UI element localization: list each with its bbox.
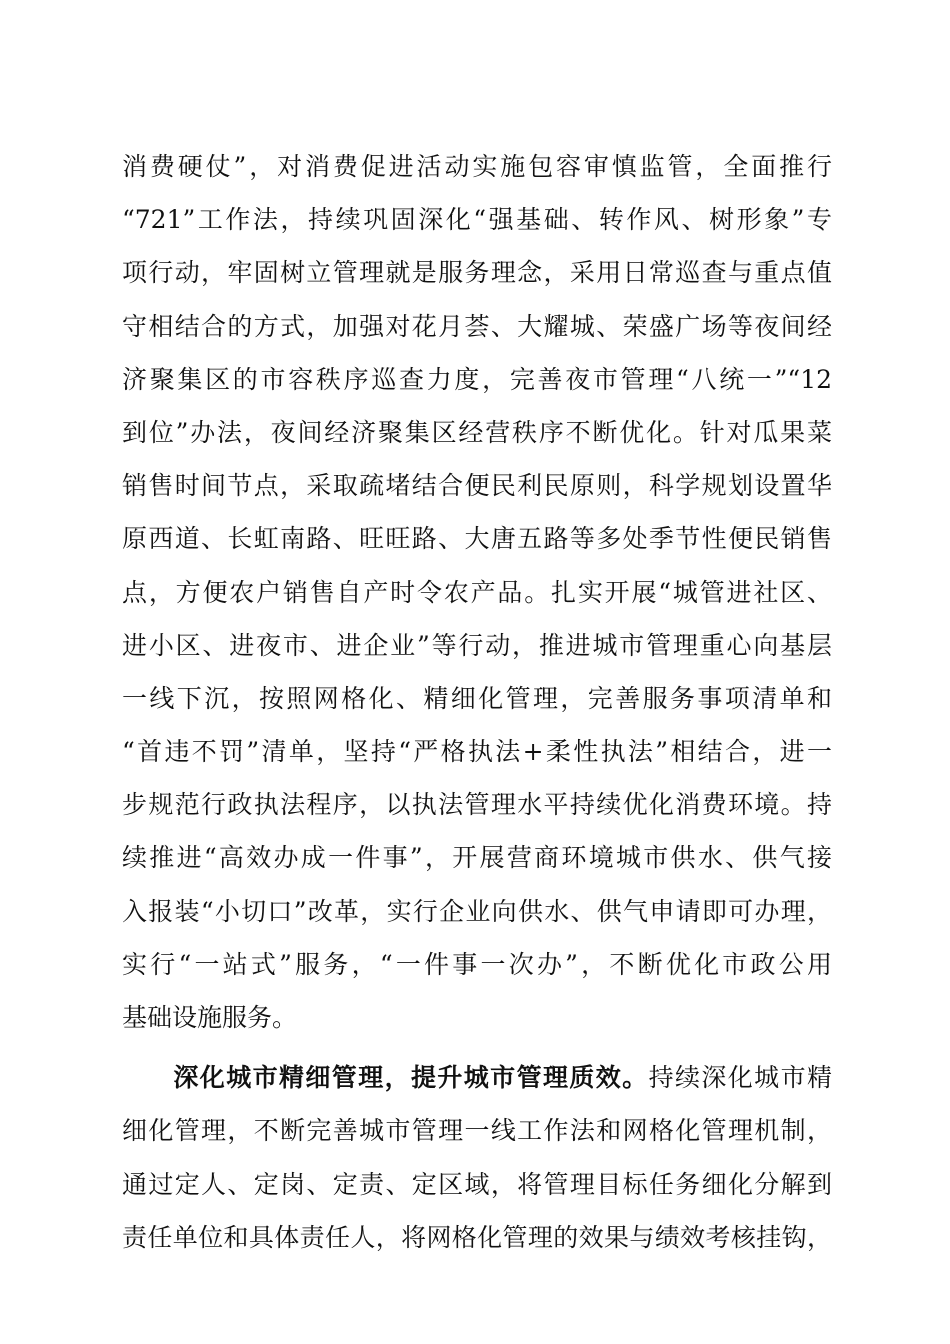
- paragraph-line: 步规范行政执法程序，以执法管理水平持续优化消费环境。持: [122, 790, 832, 820]
- paragraph-line: 责任单位和具体责任人，将网格化管理的效果与绩效考核挂钩，: [122, 1222, 832, 1252]
- paragraph-line: 基础设施服务。: [122, 1003, 298, 1032]
- paragraph-line: 原西道、长虹南路、旺旺路、大唐五路等多处季节性便民销售: [122, 524, 832, 554]
- paragraph-line: 守相结合的方式，加强对花月荟、大耀城、荣盛广场等夜间经: [122, 311, 832, 341]
- paragraph-line: 实行“一站式”服务，“一件事一次办”，不断优化市政公用: [122, 949, 832, 979]
- paragraph-line: 济聚集区的市容秩序巡查力度，完善夜市管理“八统一”“12: [122, 364, 832, 394]
- paragraph-line: 入报装“小切口”改革，实行企业向供水、供气申请即可办理，: [122, 896, 832, 926]
- paragraph-heading-line: [122, 1051, 832, 1104]
- paragraph-line: 销售时间节点，采取疏堵结合便民利民原则，科学规划设置华: [122, 471, 832, 501]
- paragraph-line: 项行动，牢固树立管理就是服务理念，采用日常巡查与重点值: [122, 258, 832, 288]
- paragraph-line: 一线下沉，按照网格化、精细化管理，完善服务事项清单和: [122, 683, 832, 713]
- paragraph-line: 细化管理，不断完善城市管理一线工作法和网格化管理机制，: [122, 1116, 832, 1146]
- paragraph-line: “首违不罚”清单，坚持“严格执法+柔性执法”相结合，进一: [122, 737, 832, 767]
- paragraph-line: 进小区、进夜市、进企业”等行动，推进城市管理重心向基层: [122, 630, 832, 660]
- paragraph-line: 消费硬仗”，对消费促进活动实施包容审慎监管，全面推行: [122, 152, 832, 181]
- paragraph-line: 到位”办法，夜间经济聚集区经营秩序不断优化。针对瓜果菜: [122, 417, 832, 447]
- heading-line-text: 持续深化城市精: [648, 1063, 832, 1093]
- document-body: [122, 140, 832, 1264]
- paragraph-line: “721”工作法，持续巩固深化“强基础、转作风、树形象”专: [122, 205, 832, 235]
- paragraph-line: 通过定人、定岗、定责、定区域，将管理目标任务细化分解到: [122, 1169, 832, 1199]
- paragraph-line: 点，方便农户销售自产时令农产品。扎实开展“城管进社区、: [122, 577, 832, 607]
- section-heading: 深化城市精细管理，提升城市管理质效。: [172, 1063, 649, 1093]
- paragraph-line: 续推进“高效办成一件事”，开展营商环境城市供水、供气接: [122, 843, 832, 873]
